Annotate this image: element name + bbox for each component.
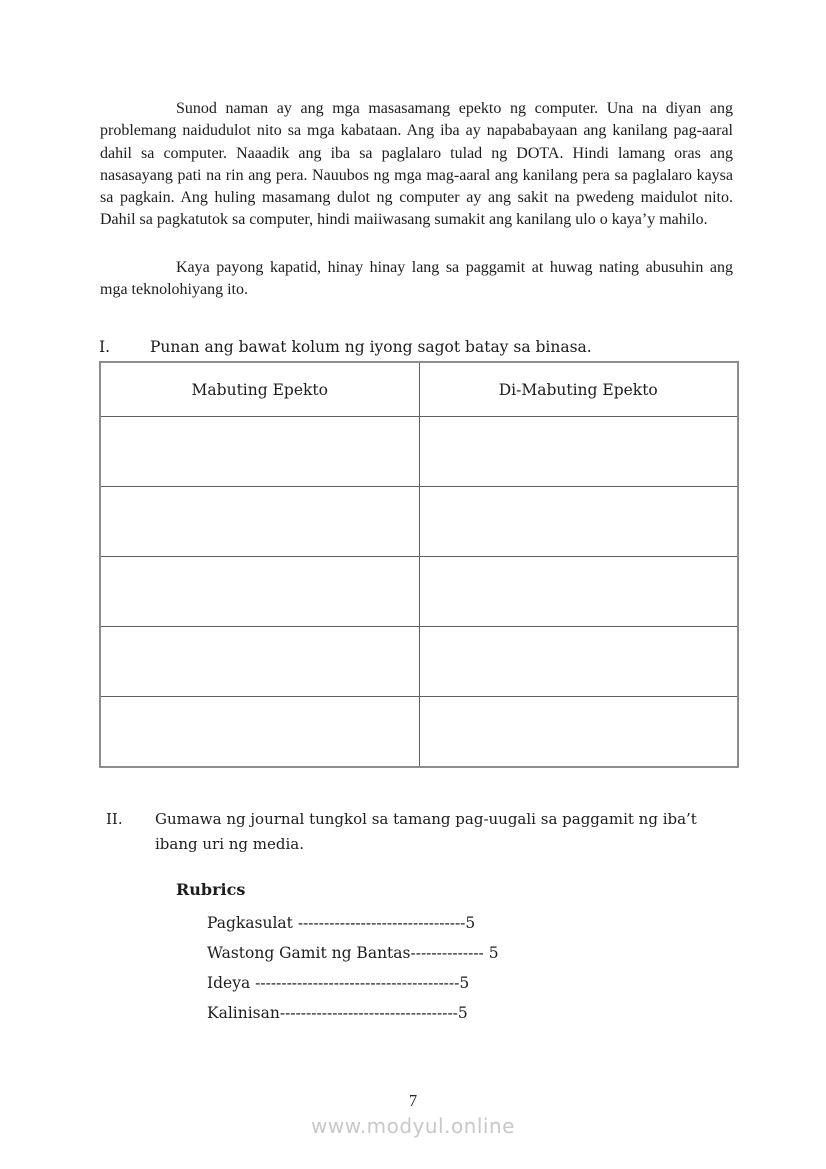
section-1-instruction: Punan ang bawat kolum ng iyong sagot batay sa binasa. [150,338,592,356]
text-segment: . Hindi lamang oras ang nasasayang pati na rin ang pera. Nauubos ng mga mag-aaral ang kanilang pera sa paglalaro kaysa sa pagkain. Ang huling masamang dulot ng [100,144,733,207]
text-segment-italic: computer [163,144,223,162]
text-segment: Kaya payong kapatid, hinay hinay lang sa paggamit at huwag nating abusuhin ang mga teknolohiyang ito. [100,259,733,299]
paragraph-payo [100,257,733,302]
section-1 [99,338,592,356]
text-segment-italic: computer [534,100,595,117]
epekto-table-body [100,417,738,768]
rubric-item-wastong-gamit: Wastong Gamit ng Bantas-------------- 5 [207,944,499,962]
text-segment-italic: journal tungkol [250,810,367,828]
text-segment-italic: computer [399,189,460,207]
page-number: 7 [408,1091,418,1110]
watermark: www.modyul.online [311,1114,515,1138]
answer-cell-di-mabuting-epekto [419,697,738,768]
answer-row [100,697,738,768]
text-segment: ay ang sakit na pwedeng maidulot nito. Dahil sa pagkatutok sa [100,189,733,229]
rubrics-list [207,908,499,1028]
answer-row [100,487,738,557]
answer-row [100,627,738,697]
rubric-item-pagkasulat: Pagkasulat --------------------------------5 [207,914,476,932]
text-segment: sa tamang pag-uugali sa paggamit ng iba’t [366,810,697,828]
text-segment: Gumawa ng [155,810,251,828]
answer-cell-mabuting-epekto [100,557,419,627]
section-2 [106,807,720,857]
rubrics-heading: Rubrics [176,880,246,899]
text-segment: Sunod naman ay ang mga masasamang epekto ng [176,100,535,117]
answer-cell-di-mabuting-epekto [419,487,738,557]
answer-row [100,417,738,487]
section-1-numeral: I. [99,338,111,356]
section-2-instruction [155,807,720,857]
text-segment: . Una na diyan ang problemang naidudulot nito sa mga kabataan. Ang iba ay napababayaan ang kanilang pag-aaral dahil sa [100,100,733,162]
answer-cell-di-mabuting-epekto [419,627,738,697]
text-segment: ibang uri ng media. [155,835,305,853]
answer-cell-di-mabuting-epekto [419,557,738,627]
answer-cell-mabuting-epekto [100,417,419,487]
text-segment: , hindi maiiwasang sumakit ang kanilang ulo o kaya’y mahilo. [309,211,708,229]
answer-row [100,557,738,627]
answer-cell-mabuting-epekto [100,627,419,697]
rubric-item-ideya: Ideya ---------------------------------------5 [207,974,470,992]
column-header-di-mabuting-epekto: Di-Mabuting Epekto [419,362,738,417]
epekto-answer-table [99,361,739,768]
column-header-mabuting-epekto: Mabuting Epekto [100,362,419,417]
text-segment: . Naaadik ang iba sa paglalaro tulad ng [223,144,517,162]
answer-cell-mabuting-epekto [100,487,419,557]
rubric-item-kalinisan: Kalinisan----------------------------------5 [207,1004,468,1022]
answer-cell-mabuting-epekto [100,697,419,768]
table-header-row [100,362,738,417]
text-segment-italic: computer [249,211,310,229]
paragraph-masamang-epekto [100,98,733,232]
text-segment-italic: DOTA [516,144,560,162]
answer-cell-di-mabuting-epekto [419,417,738,487]
section-2-numeral: II. [106,810,123,828]
